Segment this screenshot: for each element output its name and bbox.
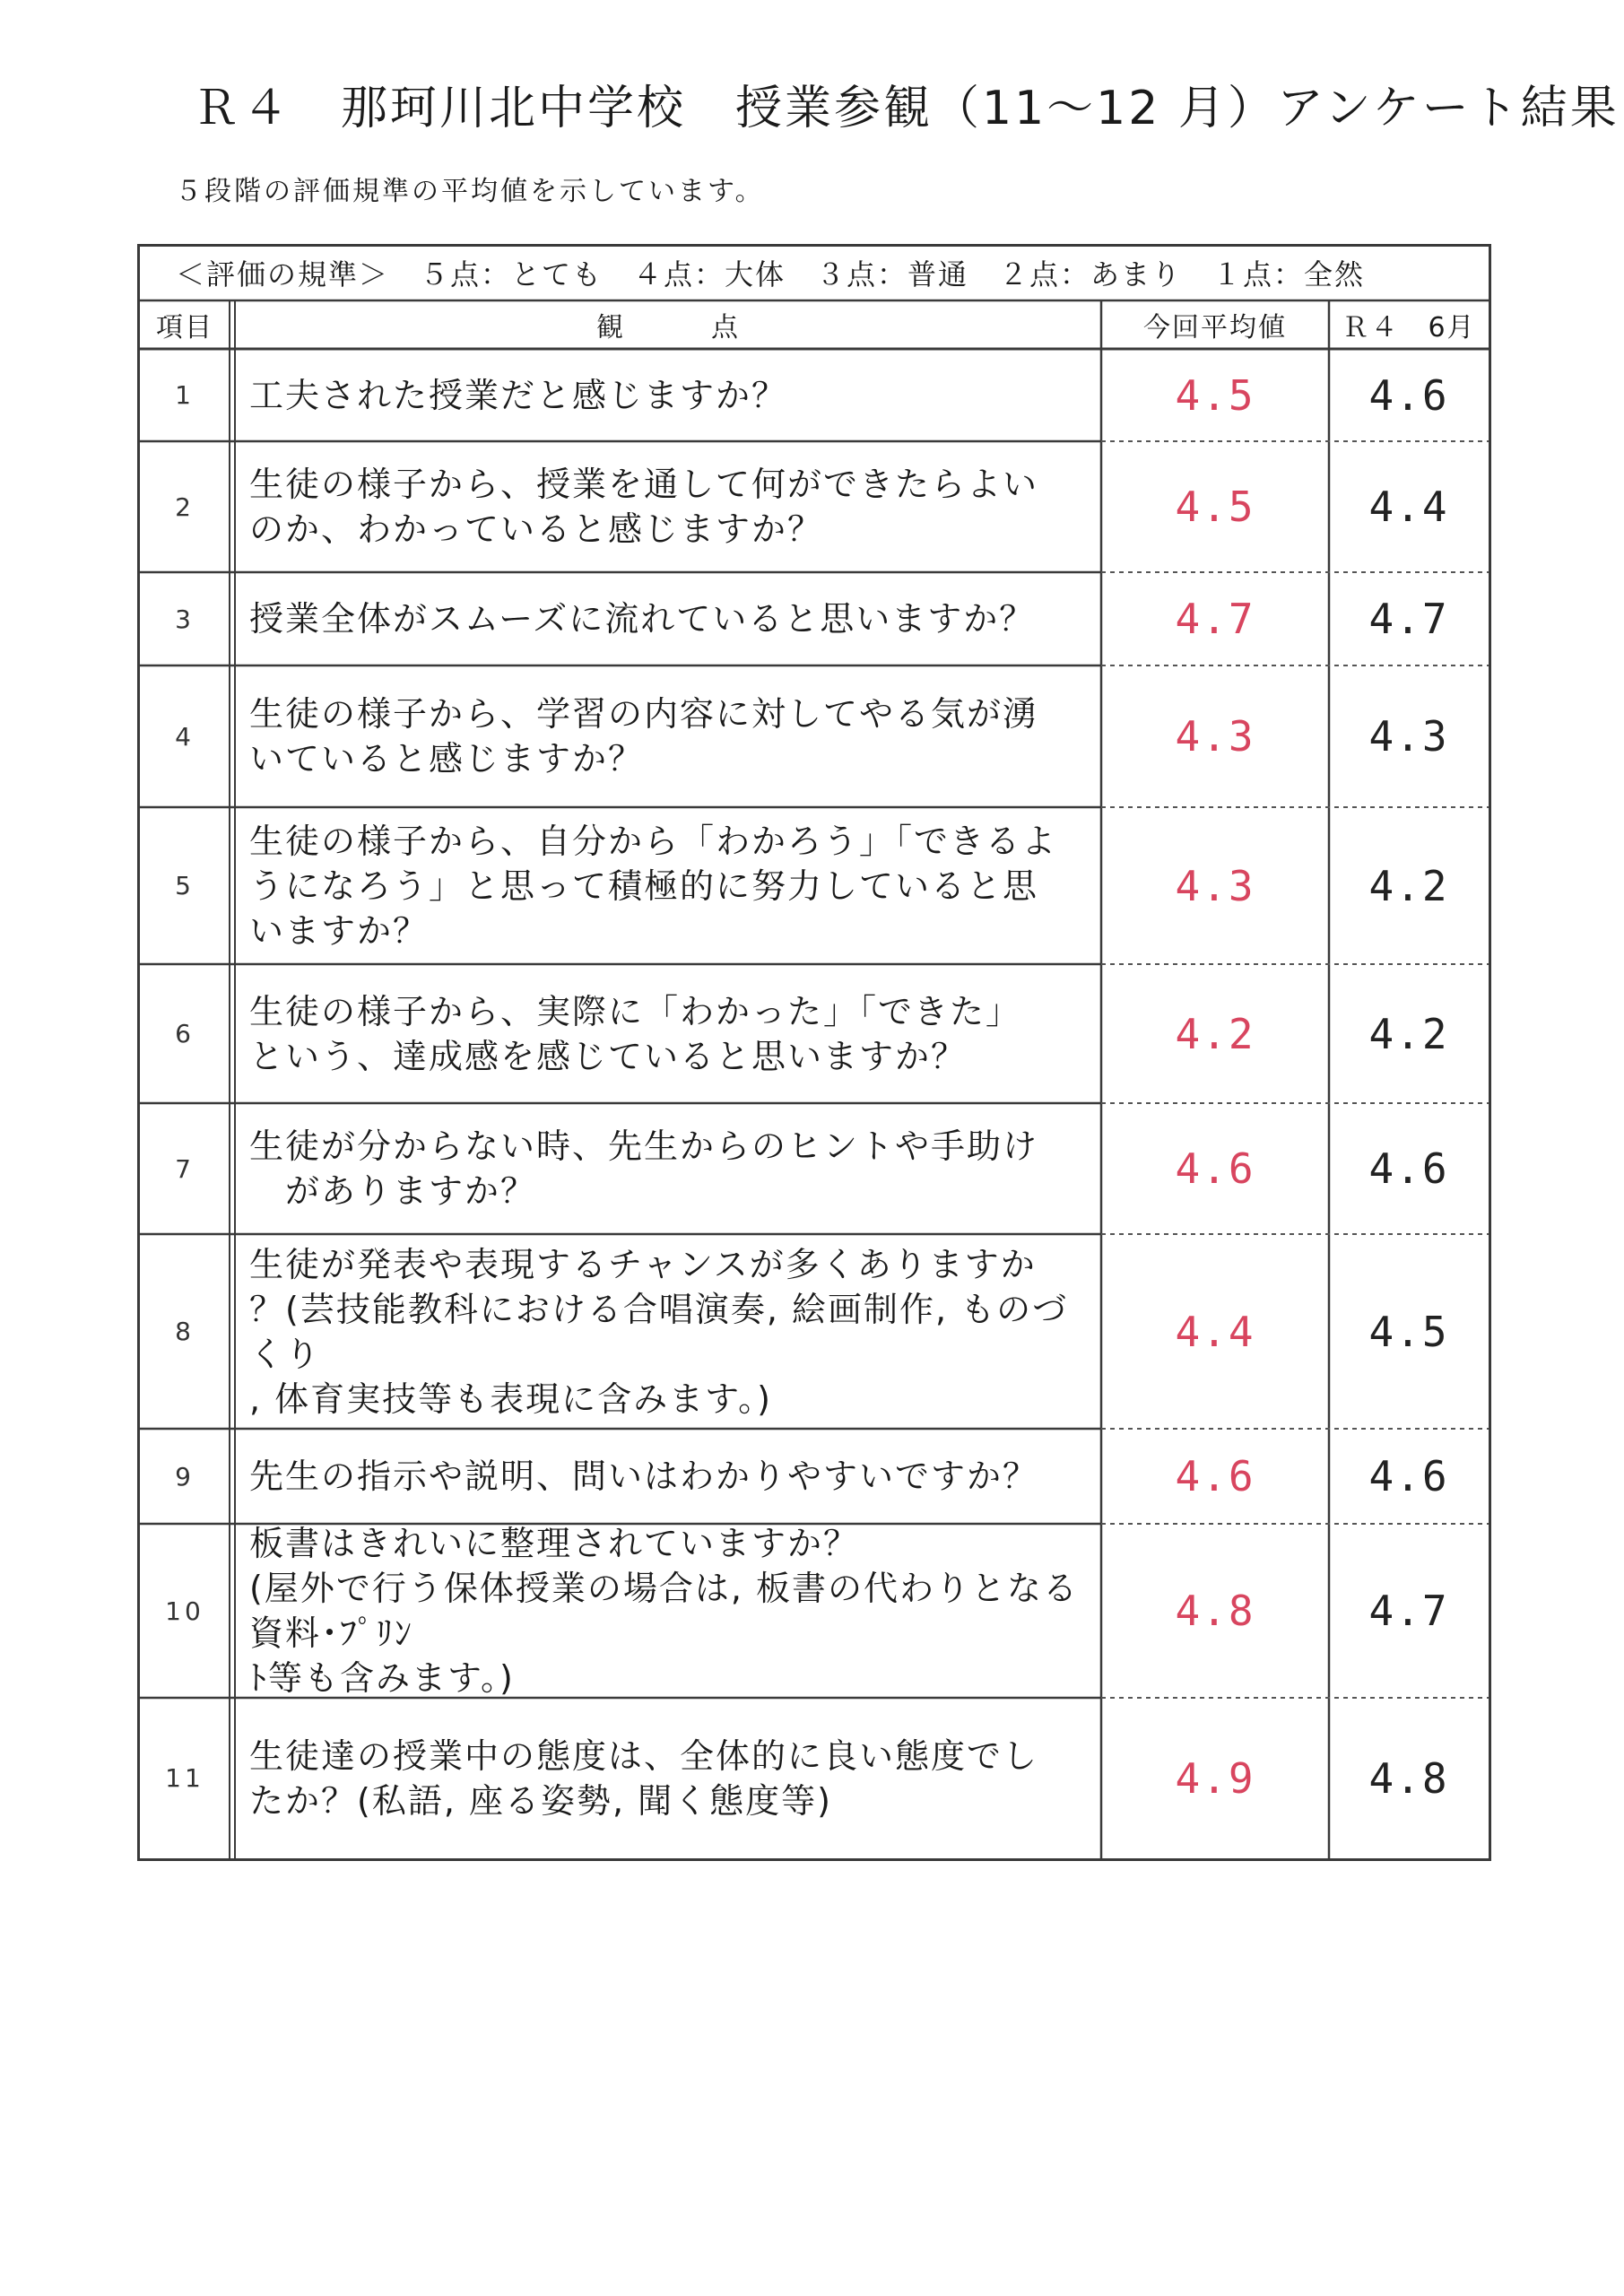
question-line: うになろう」と思って積極的に努力していると思 (249, 865, 1039, 906)
question-line: ﾄ等も含みます。) (249, 1658, 515, 1698)
previous-june-value: 4.7 (1368, 1587, 1449, 1635)
question-lines (249, 691, 1038, 781)
current-average-value: 4.8 (1175, 1587, 1255, 1635)
question-lines (249, 989, 1021, 1079)
current-average-value: 4.5 (1175, 370, 1255, 420)
question-text (235, 1429, 1101, 1524)
previous-june-value: 4.7 (1368, 595, 1449, 643)
header-viewpoint: 観 点 (596, 312, 740, 344)
question-lines (249, 819, 1057, 953)
question-text (235, 1103, 1101, 1234)
current-average-value: 4.3 (1175, 861, 1255, 910)
current-average-value: 4.2 (1175, 1009, 1255, 1058)
row-number: 9 (175, 1461, 195, 1492)
row-number: 7 (175, 1153, 195, 1184)
question-line: のか、わかっていると感じますか？ (249, 509, 824, 549)
row-number: 4 (175, 721, 195, 752)
previous-june-value: 4.5 (1368, 1307, 1449, 1356)
question-lines (249, 1242, 1094, 1422)
current-average-value: 4.6 (1175, 1452, 1255, 1500)
question-line: 先生の指示や説明、問いはわかりやすいですか？ (249, 1457, 1039, 1496)
previous-june-value: 4.8 (1368, 1753, 1449, 1803)
previous-june-value: 4.3 (1368, 712, 1449, 761)
row-number: 1 (175, 380, 195, 410)
previous-june-value: 4.4 (1368, 483, 1449, 531)
rating-criteria: ＜評価の規準＞ ５点：とても ４点：大体 ３点：普通 ２点：あまり １点：全然 (176, 257, 1366, 291)
previous-june-value: 4.6 (1368, 1144, 1449, 1193)
question-text (235, 349, 1101, 441)
previous-june-value: 4.2 (1368, 861, 1449, 910)
row-number: 10 (165, 1596, 204, 1626)
previous-june-value: 4.2 (1368, 1009, 1449, 1058)
page-title: Ｒ４ 那珂川北中学校 授業参観（11〜12 月）アンケート結果 (193, 82, 1620, 135)
row-number: 11 (165, 1763, 204, 1793)
question-text (235, 665, 1101, 807)
question-text (235, 964, 1101, 1103)
current-average-value: 4.3 (1175, 712, 1255, 761)
question-line: 生徒が分からない時、先生からのヒントや手助け (249, 1126, 1039, 1166)
question-line: という、達成感を感じていると思いますか？ (249, 1036, 968, 1076)
question-lines (249, 1124, 1038, 1213)
question-line: 生徒の様子から、学習の内容に対してやる気が湧 (249, 694, 1039, 734)
previous-june-value: 4.6 (1368, 1452, 1449, 1500)
header-current-average: 今回平均値 (1143, 312, 1287, 344)
current-average-value: 4.6 (1175, 1144, 1255, 1193)
question-line: 授業全体がスムーズに流れていると思いますか？ (249, 599, 1036, 639)
question-line: いていると感じますか？ (249, 739, 645, 778)
question-text (235, 1524, 1101, 1698)
row-number: 8 (175, 1317, 195, 1346)
question-lines (249, 462, 1038, 552)
question-line: 板書はきれいに整理されていますか？ (249, 1524, 860, 1563)
page-subtitle: ５段階の評価規準の平均値を示しています。 (175, 176, 765, 207)
current-average-value: 4.9 (1175, 1753, 1255, 1803)
question-line: 生徒が発表や表現するチャンスが多くありますか (249, 1244, 1037, 1284)
header-previous-june: Ｒ４ 6月 (1342, 312, 1476, 344)
row-number: 5 (175, 871, 195, 900)
question-line: がありますか？ (249, 1171, 537, 1211)
question-line: 生徒の様子から、自分から「わかろう」「できるよ (249, 821, 1058, 861)
previous-june-value: 4.6 (1368, 370, 1449, 420)
question-lines (249, 596, 1035, 641)
question-text (235, 441, 1101, 572)
question-line: 工夫された授業だと感じますか？ (249, 375, 788, 415)
question-line: 生徒達の授業中の態度は、全体的に良い態度でし (249, 1735, 1039, 1776)
row-number: 2 (175, 491, 195, 522)
question-line: 生徒の様子から、授業を通して何ができたらよい (249, 465, 1039, 504)
question-line: たか？(私語, 座る姿勢, 聞く態度等) (249, 1780, 832, 1821)
current-average-value: 4.7 (1175, 595, 1255, 643)
current-average-value: 4.5 (1175, 483, 1255, 531)
question-line: (屋外で行う保体授業の場合は, 板書の代わりとなる資料･ﾌﾟﾘﾝ (249, 1569, 1079, 1653)
question-lines (249, 1454, 1038, 1499)
question-text (235, 807, 1101, 964)
question-text (235, 1698, 1101, 1858)
question-text (235, 572, 1101, 665)
question-lines (249, 1521, 1094, 1700)
question-line: 生徒の様子から、実際に「わかった」「できた」 (249, 991, 1022, 1031)
row-number: 6 (175, 1019, 195, 1048)
survey-table (137, 244, 1491, 1861)
question-line: いますか？ (249, 910, 430, 951)
header-item: 項目 (156, 312, 213, 344)
question-line: , 体育実技等も表現に含みます。) (249, 1378, 772, 1419)
question-lines (249, 1734, 1038, 1823)
question-text (235, 1234, 1101, 1429)
question-line: ？(芸技能教科における合唱演奏, 絵画制作, ものづくり (249, 1289, 1069, 1374)
current-average-value: 4.4 (1175, 1307, 1255, 1356)
question-lines (249, 373, 787, 418)
row-number: 3 (175, 604, 195, 634)
